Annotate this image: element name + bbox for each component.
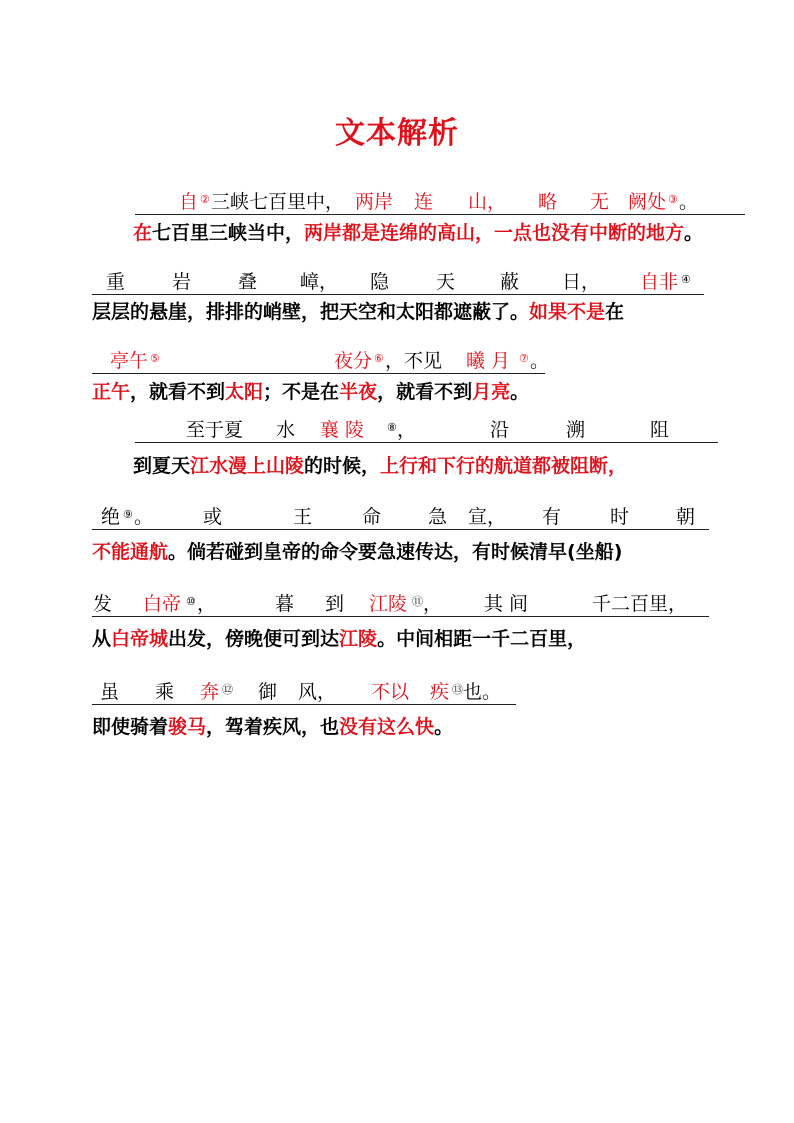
word: 溯 — [566, 419, 586, 441]
modern-line-2 — [92, 297, 624, 327]
classical-line-3 — [0, 347, 794, 375]
translation-red: 在 — [133, 222, 153, 244]
word: 沿 — [490, 419, 510, 441]
word-baidi: 白帝 — [143, 593, 182, 615]
word: 阻 — [650, 419, 670, 441]
word-wu: 无 — [590, 191, 610, 213]
translation-text: 出发，傍晚便可到达 — [168, 628, 340, 650]
translation-text: ，就看不到 — [377, 381, 473, 403]
word-xiyue: 曦 月 — [466, 350, 511, 372]
punct: 。 — [679, 191, 699, 213]
translation-text: 到夏天 — [133, 455, 191, 477]
word: 朝 — [676, 506, 696, 528]
word: 时 — [610, 506, 630, 528]
classical-line-5 — [0, 503, 794, 531]
translation-text: ，驾着疾风，也 — [206, 716, 340, 738]
translation-text: 层层的悬崖，排排的峭壁，把天空和太阳都遮蔽了。 — [92, 301, 530, 323]
word: 有 — [542, 506, 562, 528]
underline-rule — [92, 529, 709, 530]
text-segment: 至于夏 — [186, 419, 244, 441]
word: 发 — [93, 593, 113, 615]
word-lue: 略 — [538, 191, 558, 213]
word: 也。 — [463, 681, 502, 703]
word-buyi: 不以 — [371, 681, 410, 703]
word: 到 — [325, 593, 345, 615]
underline-rule — [92, 294, 704, 295]
translation-text: 。 — [434, 716, 454, 738]
word-jiangling: 江陵 — [369, 593, 408, 615]
word: 乘 — [155, 681, 175, 703]
word: 其 间 — [484, 593, 529, 615]
word-lian: 连 — [414, 191, 434, 213]
classical-line-1 — [0, 188, 794, 216]
underline-rule — [92, 704, 516, 705]
word: 重 — [106, 271, 126, 293]
footnote-6: ⑥ — [374, 352, 384, 365]
word: 千二百里， — [592, 593, 688, 615]
classical-line-6 — [0, 590, 794, 618]
word-ben: 奔 — [200, 681, 220, 703]
translation-text: 的时候， — [304, 455, 381, 477]
word-zi: 自 — [179, 191, 199, 213]
word: 隐 — [370, 271, 390, 293]
translation-red: 上行和下行的航道都被阻断， — [380, 455, 628, 477]
word-liangan: 两岸 — [355, 191, 394, 213]
footnote-13: ⑬ — [452, 683, 463, 696]
translation-red: 骏马 — [168, 716, 207, 738]
word: 天 — [436, 271, 456, 293]
footnote-10: ⑩ — [186, 595, 196, 608]
translation-red: 不能通航 — [92, 541, 169, 563]
translation-red: 江水漫上山陵 — [190, 455, 305, 477]
punct: ， — [197, 593, 217, 615]
punct: ， — [423, 593, 443, 615]
translation-red: 白帝城 — [111, 628, 169, 650]
translation-text: ；不是在 — [263, 381, 340, 403]
translation-red: 两岸都是连绵的高山，一点也没有中断的地方 — [304, 222, 685, 244]
word: 蔽 — [500, 271, 520, 293]
modern-line-1 — [133, 218, 703, 248]
classical-line-2 — [0, 268, 794, 296]
underline-rule — [135, 442, 718, 443]
translation-red: 如果不是 — [529, 301, 606, 323]
translation-text: 在 — [605, 301, 625, 323]
text-segment: 三峡七百里中， — [211, 191, 345, 213]
word: 急 — [428, 506, 448, 528]
text-segment: ，不见 — [385, 350, 443, 372]
translation-text: 。 — [510, 381, 530, 403]
translation-red: 正午 — [92, 381, 131, 403]
underline-rule — [92, 616, 709, 617]
word-tingwu: 亭午 — [110, 350, 149, 372]
word-yefen: 夜分 — [334, 350, 373, 372]
punct: ， — [397, 419, 417, 441]
translation-text: 。 — [684, 222, 704, 244]
word: 绝 — [101, 506, 121, 528]
word: 岩 — [172, 271, 192, 293]
word-shan: 山， — [468, 191, 507, 213]
footnote-7: ⑦ — [519, 352, 529, 365]
word: 日， — [562, 271, 601, 293]
word: 或 — [203, 506, 223, 528]
translation-red: 太阳 — [225, 381, 264, 403]
translation-red: 半夜 — [339, 381, 378, 403]
footnote-11: ⑪ — [412, 595, 423, 608]
footnote-4: ④ — [681, 273, 691, 286]
modern-line-3 — [92, 377, 529, 407]
word: 嶂， — [300, 271, 339, 293]
word-ji: 疾 — [430, 681, 450, 703]
translation-text: 从 — [92, 628, 112, 650]
word: 王 — [293, 506, 313, 528]
word: 御 — [258, 681, 278, 703]
translation-text: ，就看不到 — [130, 381, 226, 403]
word: 宣， — [468, 506, 507, 528]
translation-text: 。倘若碰到皇帝的命令要急速传达，有时候清早(坐船) — [168, 541, 623, 563]
translation-text: 。中间相距一千二百里， — [377, 628, 587, 650]
classical-line-4 — [0, 416, 794, 444]
punct: 。 — [134, 506, 154, 528]
word: 虽 — [100, 681, 120, 703]
modern-line-5 — [92, 537, 622, 567]
word-quechu: 阙处 — [628, 191, 667, 213]
word: 命 — [362, 506, 382, 528]
translation-red: 没有这么快 — [339, 716, 435, 738]
modern-line-7 — [92, 712, 453, 742]
translation-red: 江陵 — [339, 628, 378, 650]
footnote-5: ⑤ — [150, 352, 160, 365]
footnote-3: ③ — [668, 193, 678, 206]
word: 水 — [276, 419, 296, 441]
footnote-8: ⑧ — [387, 421, 397, 434]
page-title: 文本解析 — [335, 116, 459, 151]
modern-line-4 — [133, 451, 627, 481]
footnote-12: ⑫ — [222, 683, 233, 696]
word-xiangling: 襄 陵 — [320, 419, 365, 441]
translation-red: 月亮 — [472, 381, 511, 403]
translation-text: 即使骑着 — [92, 716, 169, 738]
modern-line-6 — [92, 624, 586, 654]
underline-rule — [135, 214, 745, 215]
underline-rule — [92, 373, 545, 374]
footnote-2: ② — [200, 193, 210, 206]
punct: 。 — [530, 350, 550, 372]
classical-line-7 — [0, 678, 794, 706]
word: 叠 — [238, 271, 258, 293]
footnote-9: ⑨ — [123, 508, 133, 521]
word: 暮 — [275, 593, 295, 615]
word: 风， — [298, 681, 337, 703]
word-zifei: 自非 — [640, 271, 679, 293]
translation-text: 七百里三峡当中， — [152, 222, 305, 244]
